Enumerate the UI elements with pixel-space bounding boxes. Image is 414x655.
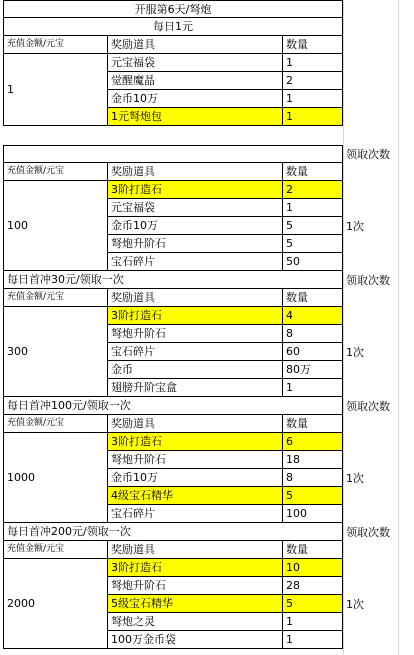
reward-item-name: 3阶打造石 — [108, 559, 283, 577]
reward-item-name: 元宝福袋 — [108, 199, 283, 217]
header-qty: 数量 — [283, 289, 343, 307]
gridline — [398, 0, 399, 655]
reward-item-name: 5级宝石精华 — [108, 595, 283, 613]
header-item: 奖励道具 — [108, 289, 283, 307]
reward-item-name: 弩炮升阶石 — [108, 451, 283, 469]
reward-item-name: 4级宝石精华 — [108, 487, 283, 505]
reward-item-qty: 6 — [283, 433, 343, 451]
reward-item-name: 3阶打造石 — [108, 181, 283, 199]
header-amount: 充值金额/元宝 — [3, 541, 108, 559]
reward-item-qty: 1 — [283, 90, 343, 108]
reward-item-name: 弩炮之灵 — [108, 613, 283, 631]
reward-item-qty: 1 — [283, 199, 343, 217]
header-amount: 充值金额/元宝 — [3, 415, 108, 433]
reward-item-name: 觉醒魔晶 — [108, 72, 283, 90]
claim-value: 1次 — [346, 345, 364, 359]
reward-item-name: 3阶打造石 — [108, 307, 283, 325]
claim-value: 1次 — [346, 597, 364, 611]
amount-cell: 2000 — [3, 559, 108, 649]
reward-item-qty: 1 — [283, 54, 343, 72]
gridline — [343, 0, 344, 655]
reward-item-name: 翅膀升阶宝盒 — [108, 379, 283, 397]
section-title: 每日首冲200元/领取一次 — [3, 523, 343, 541]
section-title: 每日首冲100元/领取一次 — [3, 397, 343, 415]
reward-item-qty: 5 — [283, 595, 343, 613]
reward-item-qty: 60 — [283, 343, 343, 361]
reward-item-name: 金币10万 — [108, 90, 283, 108]
reward-item-name: 金币10万 — [108, 469, 283, 487]
reward-item-name: 弩炮升阶石 — [108, 325, 283, 343]
reward-item-qty: 1 — [283, 108, 343, 126]
header-qty: 数量 — [283, 36, 343, 54]
reward-item-name: 金币 — [108, 361, 283, 379]
reward-item-qty: 10 — [283, 559, 343, 577]
header-item: 奖励道具 — [108, 415, 283, 433]
header-item: 奖励道具 — [108, 36, 283, 54]
header-amount: 充值金额/元宝 — [3, 289, 108, 307]
reward-item-qty: 2 — [283, 181, 343, 199]
reward-item-name: 宝石碎片 — [108, 253, 283, 271]
reward-item-name: 弩炮升阶石 — [108, 577, 283, 595]
reward-item-name: 宝石碎片 — [108, 505, 283, 523]
reward-item-name: 金币10万 — [108, 217, 283, 235]
section-subtitle: 每日1元 — [3, 18, 343, 36]
header-qty: 数量 — [283, 415, 343, 433]
reward-item-qty: 1 — [283, 379, 343, 397]
header-amount: 充值金额/元宝 — [3, 36, 108, 54]
reward-item-qty: 100 — [283, 505, 343, 523]
reward-item-qty: 50 — [283, 253, 343, 271]
header-amount: 充值金额/元宝 — [3, 163, 108, 181]
reward-item-name: 元宝福袋 — [108, 54, 283, 72]
reward-item-qty: 18 — [283, 451, 343, 469]
reward-item-name: 3阶打造石 — [108, 433, 283, 451]
reward-item-qty: 5 — [283, 235, 343, 253]
header-qty: 数量 — [283, 541, 343, 559]
reward-item-qty: 1 — [283, 613, 343, 631]
amount-cell: 100 — [3, 181, 108, 271]
claim-label: 领取次数 — [346, 525, 390, 539]
reward-item-qty: 28 — [283, 577, 343, 595]
header-item: 奖励道具 — [108, 541, 283, 559]
reward-item-qty: 5 — [283, 487, 343, 505]
claim-value: 1次 — [346, 219, 364, 233]
reward-item-qty: 2 — [283, 72, 343, 90]
amount-cell: 1 — [3, 54, 108, 126]
reward-item-qty: 80万 — [283, 361, 343, 379]
claim-value: 1次 — [346, 471, 364, 485]
reward-item-name: 宝石碎片 — [108, 343, 283, 361]
reward-item-qty: 1 — [283, 631, 343, 649]
blank-title-row — [3, 145, 343, 163]
section-title: 每日首冲30元/领取一次 — [3, 271, 343, 289]
reward-item-name: 100万金币袋 — [108, 631, 283, 649]
reward-item-qty: 8 — [283, 325, 343, 343]
claim-label: 领取次数 — [346, 399, 390, 413]
header-item: 奖励道具 — [108, 163, 283, 181]
reward-item-name: 弩炮升阶石 — [108, 235, 283, 253]
reward-item-qty: 4 — [283, 307, 343, 325]
sheet-title: 开服第6天/弩炮 — [3, 0, 343, 18]
reward-item-qty: 5 — [283, 217, 343, 235]
reward-item-qty: 8 — [283, 469, 343, 487]
amount-cell: 1000 — [3, 433, 108, 523]
header-qty: 数量 — [283, 163, 343, 181]
amount-cell: 300 — [3, 307, 108, 397]
claim-label: 领取次数 — [346, 147, 390, 161]
reward-item-name: 1元弩炮包 — [108, 108, 283, 126]
claim-label: 领取次数 — [346, 273, 390, 287]
